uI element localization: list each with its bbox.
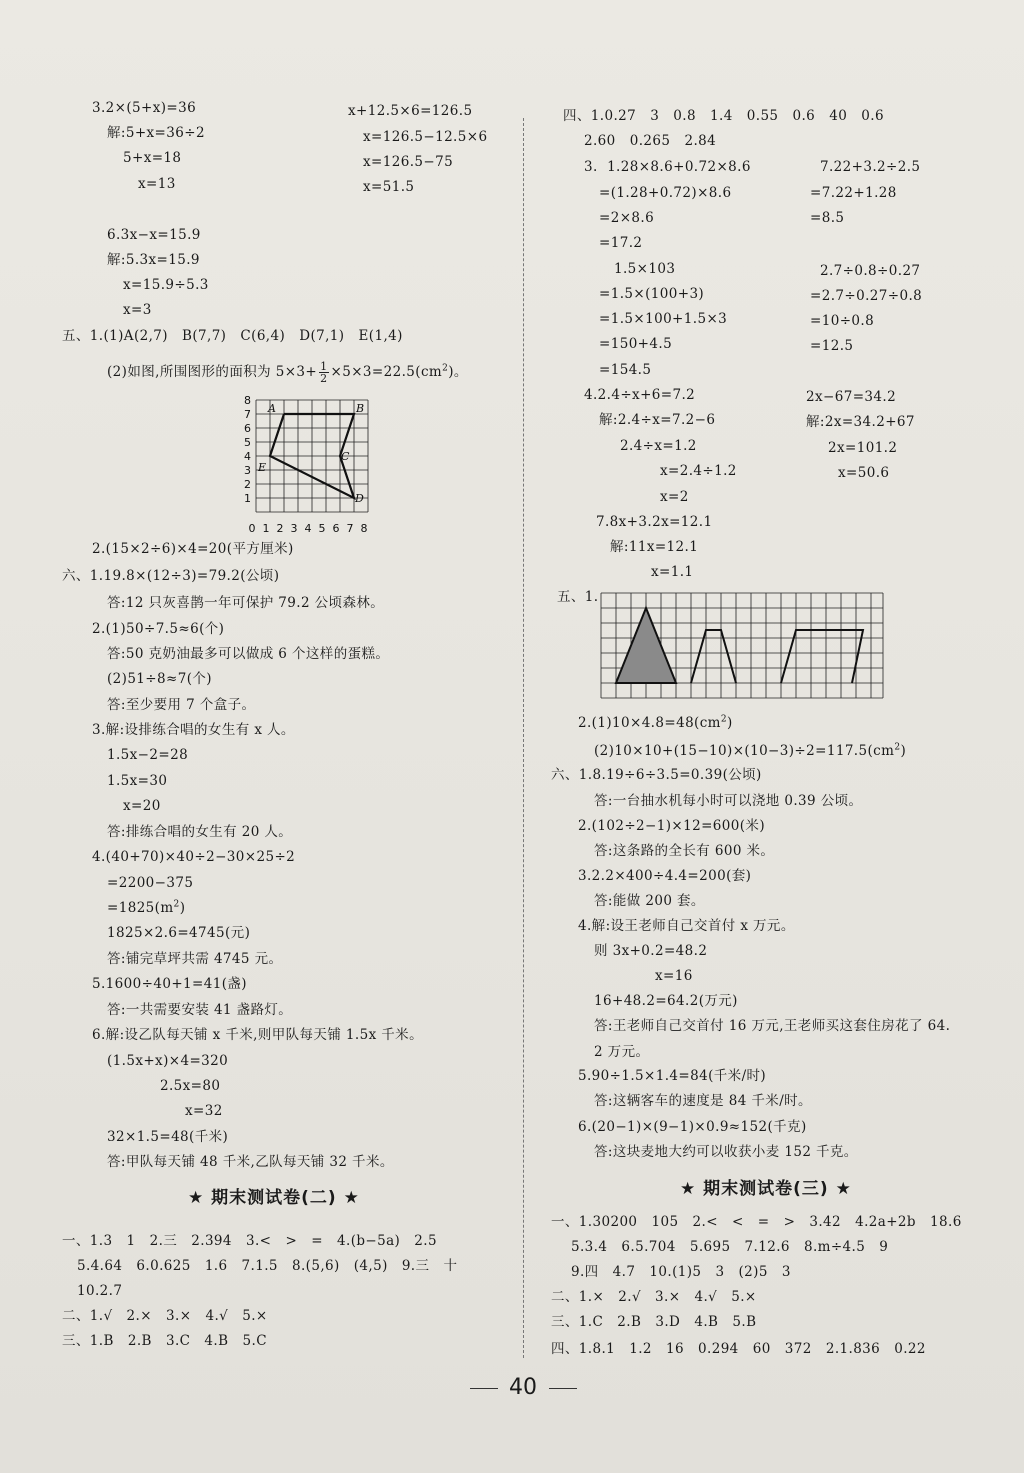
text-line: x=3 [123,302,152,318]
text-line: =7.22+1.28 [810,185,897,201]
text-line: 5.3.4 6.5.704 5.695 7.12.6 8.m÷4.5 9 [571,1239,889,1255]
text-line: =8.5 [810,210,845,226]
text-line: 答:这辆客车的速度是 84 千米/时。 [594,1093,812,1109]
text-line: 2x−67=34.2 [806,389,897,405]
page-number: 40 [509,1375,537,1400]
point-label-d: D [355,492,364,505]
text-line: 答:一台抽水机每小时可以浇地 0.39 公顷。 [594,793,863,809]
text-line: 三、1.C 2.B 3.D 4.B 5.B [551,1314,757,1330]
text-line: =17.2 [599,235,643,251]
text-line: x=20 [123,798,161,814]
y-tick: 8 [244,394,251,407]
text-line: 9.四 4.7 10.(1)5 3 (2)5 3 [571,1264,791,1280]
text-line: x=2.4÷1.2 [660,463,737,479]
shaded-triangle [616,608,676,683]
x-tick: 2 [276,522,284,535]
text-line: 7.8x+3.2x=12.1 [596,514,713,530]
text-line: 答:12 只灰喜鹊一年可保护 79.2 公顷森林。 [107,595,385,611]
text-line: =10÷0.8 [810,313,875,329]
text-line: 1.5x−2=28 [107,747,189,763]
formula-text: ) [179,900,186,916]
text-line: =12.5 [810,338,854,354]
text-line: 六、1.8.19÷6÷3.5=0.39(公顷) [551,767,762,783]
text-line: 答:排练合唱的女生有 20 人。 [107,824,293,840]
text-line: =154.5 [599,362,652,378]
text-line: =(1.28+0.72)×8.6 [599,185,732,201]
superscript: 2 [720,714,728,725]
text-line: x=2 [660,489,689,505]
text-line: 5.1600÷40+1=41(盏) [92,976,247,992]
text-line: =2200−375 [107,875,194,891]
formula-text: (2)10×10+(15−10)×(10−3)÷2=117.5(cm [594,743,895,759]
formula-text: )。 [448,364,468,380]
text-line: 解:2.4÷x=7.2−6 [599,412,716,428]
text-line: 2.5x=80 [160,1078,221,1094]
text-line: 解:11x=12.1 [610,539,699,555]
text-line: 则 3x+0.2=48.2 [594,943,708,959]
formula-text: ) [727,715,733,731]
text-line: x=126.5−12.5×6 [363,129,488,145]
coordinate-grid-figure [238,392,378,540]
text-line: =2.7÷0.27÷0.8 [810,288,923,304]
text-line: 三、1.B 2.B 3.C 4.B 5.C [62,1333,267,1349]
text-line: 答:至少要用 7 个盒子。 [107,697,256,713]
y-tick: 4 [244,450,251,463]
text-line: 答:能做 200 套。 [594,893,705,909]
superscript: 2 [894,742,901,753]
text-line: 一、1.30200 105 2.< < = > 3.42 4.2a+2b 18.6 [551,1214,962,1230]
text-line: 32×1.5=48(千米) [107,1129,229,1145]
x-tick: 6 [332,522,340,535]
text-line: 四、1.8.1 1.2 16 0.294 60 372 2.1.836 0.22 [551,1341,926,1357]
text-line: =1.5×(100+3) [599,286,705,302]
text-line: 16+48.2=64.2(万元) [594,993,738,1009]
text-line: =1.5×100+1.5×3 [599,311,728,327]
text-line: 6.(20−1)×(9−1)×0.9≈152(千克) [578,1119,807,1135]
x-tick: 1 [262,522,270,535]
text-line: 2.60 0.265 2.84 [584,133,717,149]
text-line: 答:这条路的全长有 600 米。 [594,843,775,859]
text-line: 解:5.3x=15.9 [107,252,200,268]
text-line: 10.2.7 [77,1283,123,1299]
text-line: 4.2.4÷x+6=7.2 [584,387,696,403]
x-tick: 5 [318,522,326,535]
text-line: 二、1.× 2.√ 3.× 4.√ 5.× [551,1289,757,1305]
shapes-grid-figure [600,592,884,700]
text-line: 2.7÷0.8÷0.27 [820,263,921,279]
text-line: x=13 [138,176,176,192]
x-tick: 7 [346,522,354,535]
text-line: 答:一共需要安装 41 盏路灯。 [107,1002,293,1018]
y-tick: 1 [244,492,251,505]
text-line: =150+4.5 [599,336,673,352]
x-tick: 0 [248,522,256,535]
text-line: 2x=101.2 [828,440,898,456]
text-line: x=32 [185,1103,223,1119]
text-line: 2 万元。 [594,1044,650,1060]
fraction-numerator: 1 [320,360,328,373]
text-line: 4.(40+70)×40÷2−30×25÷2 [92,849,296,865]
text-line: =2×8.6 [599,210,655,226]
superscript: 2 [442,363,449,374]
text-line: 答:甲队每天铺 48 千米,乙队每天铺 32 千米。 [107,1154,394,1170]
column-divider [523,118,524,1358]
area-formula-line [107,361,468,384]
text-line [594,742,906,760]
text-line: (1.5x+x)×4=320 [107,1053,229,1069]
text-line: 解:2x=34.2+67 [806,414,915,430]
fraction-denominator: 2 [320,372,328,385]
superscript: 2 [173,899,180,910]
text-line: 答:王老师自己交首付 16 万元,王老师买这套住房花了 64. [594,1018,951,1034]
text-line: 四、1.0.27 3 0.8 1.4 0.55 0.6 40 0.6 [563,108,884,124]
text-line: 答:这块麦地大约可以收获小麦 152 千克。 [594,1144,858,1160]
point-label-e: E [258,461,267,474]
text-line: x+12.5×6=126.5 [348,103,473,119]
fraction [319,361,328,384]
text-line: 4.解:设王老师自己交首付 x 万元。 [578,918,795,934]
formula-text: =1825(m [107,900,174,916]
page-number-rule-right [549,1388,577,1389]
text-line [107,899,185,917]
page-number-rule-left [470,1388,498,1389]
text-line: 2.(15×2÷6)×4=20(平方厘米) [92,541,294,557]
text-line: x=51.5 [363,179,415,195]
text-line: x=16 [655,968,693,984]
formula-text: ) [900,743,907,759]
text-line: x=126.5−75 [363,154,454,170]
text-line: 答:50 克奶油最多可以做成 6 个这样的蛋糕。 [107,646,390,662]
point-label-a: A [268,402,276,415]
point-label-b: B [356,402,365,415]
text-line: 7.22+3.2÷2.5 [820,159,921,175]
y-tick: 3 [244,464,251,477]
point-label-c: C [341,450,350,463]
text-line: 2.(1)50÷7.5≈6(个) [92,621,225,637]
y-tick: 7 [244,408,251,421]
formula-text: (2)如图,所围图形的面积为 5×3+ [107,364,318,380]
y-tick: 5 [244,436,251,449]
text-line: (2)51÷8≈7(个) [107,671,212,687]
x-tick: 4 [304,522,312,535]
text-line: 5.90÷1.5×1.4=84(千米/时) [578,1068,767,1084]
text-line: 3.2×(5+x)=36 [92,100,197,116]
text-line: x=15.9÷5.3 [123,277,209,293]
text-line: 6.解:设乙队每天铺 x 千米,则甲队每天铺 1.5x 千米。 [92,1027,423,1043]
text-line: x=1.1 [651,564,694,580]
section-heading: ★ 期末测试卷(三) ★ [680,1179,852,1199]
formula-text: ×5×3=22.5(cm [330,364,443,380]
text-line [578,714,733,732]
text-line: x=50.6 [838,465,890,481]
text-line: 1.5×103 [614,261,676,277]
text-line: 解:5+x=36÷2 [107,125,205,141]
text-line: 3.2.2×400÷4.4=200(套) [578,868,752,884]
text-line: 五、1.(1)A(2,7) B(7,7) C(6,4) D(7,1) E(1,4) [62,328,403,344]
text-line: 3.解:设排练合唱的女生有 x 人。 [92,722,295,738]
section-heading: ★ 期末测试卷(二) ★ [188,1188,360,1208]
x-tick: 3 [290,522,298,535]
text-line: 2.(102÷2−1)×12=600(米) [578,818,765,834]
text-line: 六、1.19.8×(12÷3)=79.2(公顷) [62,568,280,584]
x-tick: 8 [360,522,368,535]
y-tick: 6 [244,422,251,435]
text-line: 5+x=18 [123,150,182,166]
text-line: 2.4÷x=1.2 [620,438,697,454]
text-line: 3. 1.28×8.6+0.72×8.6 [584,159,751,175]
formula-text: 2.(1)10×4.8=48(cm [578,715,721,731]
text-line: 5.4.64 6.0.625 1.6 7.1.5 8.(5,6) (4,5) 9.三 十 [77,1258,458,1274]
y-tick: 2 [244,478,251,491]
text-line: 五、1. [557,589,599,605]
text-line: 6.3x−x=15.9 [107,227,201,243]
text-line: 1.5x=30 [107,773,168,789]
text-line: 1825×2.6=4745(元) [107,925,251,941]
text-line: 一、1.3 1 2.三 2.394 3.< > = 4.(b−5a) 2.5 [62,1233,437,1249]
text-line: 答:铺完草坪共需 4745 元。 [107,951,283,967]
text-line: 二、1.√ 2.× 3.× 4.√ 5.× [62,1308,268,1324]
grid-lines [256,400,368,512]
